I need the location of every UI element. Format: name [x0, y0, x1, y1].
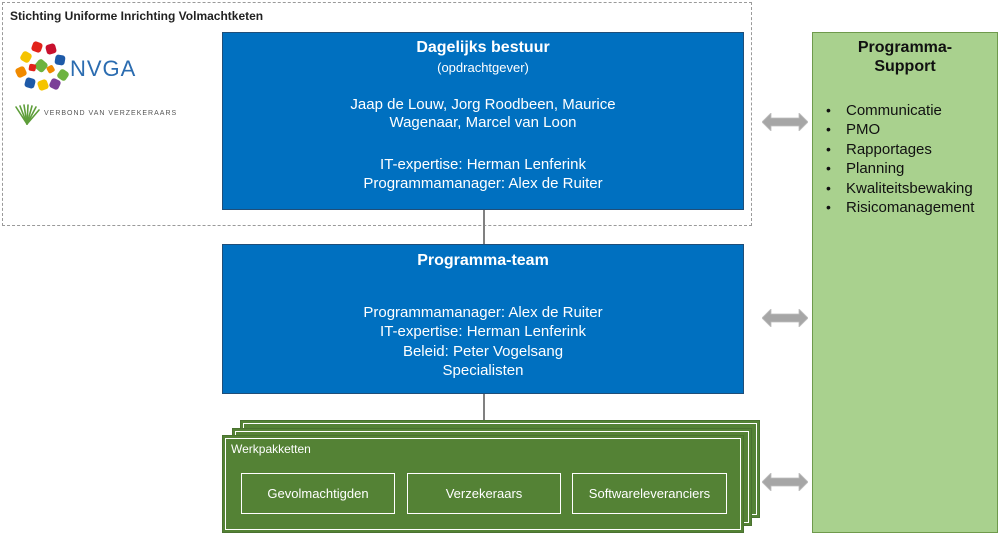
- double-arrow-icon: [762, 309, 808, 327]
- programma-team-role: Beleid: Peter Vogelsang: [402, 343, 564, 360]
- programma-support-item-kwaliteitsbewaking: • Kwaliteitsbewaking: [826, 179, 974, 198]
- nvga-logo-icon: [14, 40, 70, 92]
- foundation-title: Stichting Uniforme Inrichting Volmachtketen: [10, 9, 264, 23]
- programma-team-role: IT-expertise: Herman Lenferink: [380, 323, 586, 340]
- programma-support-item-communicatie: • Communicatie: [826, 101, 974, 120]
- programma-support-item-planning: • Planning: [826, 159, 974, 178]
- nvga-logo-text: NVGA: [70, 56, 137, 81]
- programma-team-role: Specialisten: [442, 362, 524, 379]
- programma-support-item-risicomanagement: • Risicomanagement: [826, 198, 974, 217]
- connector-line: [483, 210, 485, 244]
- programma-support-title: Programma-: [857, 39, 953, 56]
- programma-team-title: Programma-team: [417, 252, 549, 269]
- werkpakketten-label: Werkpakketten: [231, 442, 311, 456]
- werkpakket-softwareleveranciers: Softwareleveranciers: [572, 473, 727, 514]
- programma-support-list: [826, 101, 974, 217]
- dagelijks-bestuur-members-line: Jaap de Louw, Jorg Roodbeen, Maurice: [350, 96, 616, 113]
- programma-support-item-pmo: • PMO: [826, 120, 974, 139]
- double-arrow-icon: [762, 473, 808, 491]
- programma-support-title: Support: [874, 58, 936, 75]
- werkpakketten-box: [222, 435, 744, 533]
- dagelijks-bestuur-role: IT-expertise: Herman Lenferink: [380, 156, 586, 173]
- werkpakket-gevolmachtigden: Gevolmachtigden: [241, 473, 395, 514]
- programma-support-item-rapportages: • Rapportages: [826, 140, 974, 159]
- dagelijks-bestuur-subtitle: (opdrachtgever): [437, 60, 529, 75]
- dagelijks-bestuur-role: Programmamanager: Alex de Ruiter: [363, 175, 603, 192]
- programma-support-box: [812, 32, 998, 533]
- programma-team-box: [222, 244, 744, 394]
- dagelijks-bestuur-box: [222, 32, 744, 210]
- dagelijks-bestuur-members-line: Wagenaar, Marcel van Loon: [389, 114, 577, 131]
- verbond-logo-icon: [14, 104, 40, 126]
- werkpakket-verzekeraars: Verzekeraars: [407, 473, 561, 514]
- verbond-logo-text: VERBOND VAN VERZEKERAARS: [44, 110, 178, 117]
- programma-team-role: Programmamanager: Alex de Ruiter: [363, 304, 603, 321]
- dagelijks-bestuur-title: Dagelijks bestuur: [416, 39, 550, 56]
- double-arrow-icon: [762, 113, 808, 131]
